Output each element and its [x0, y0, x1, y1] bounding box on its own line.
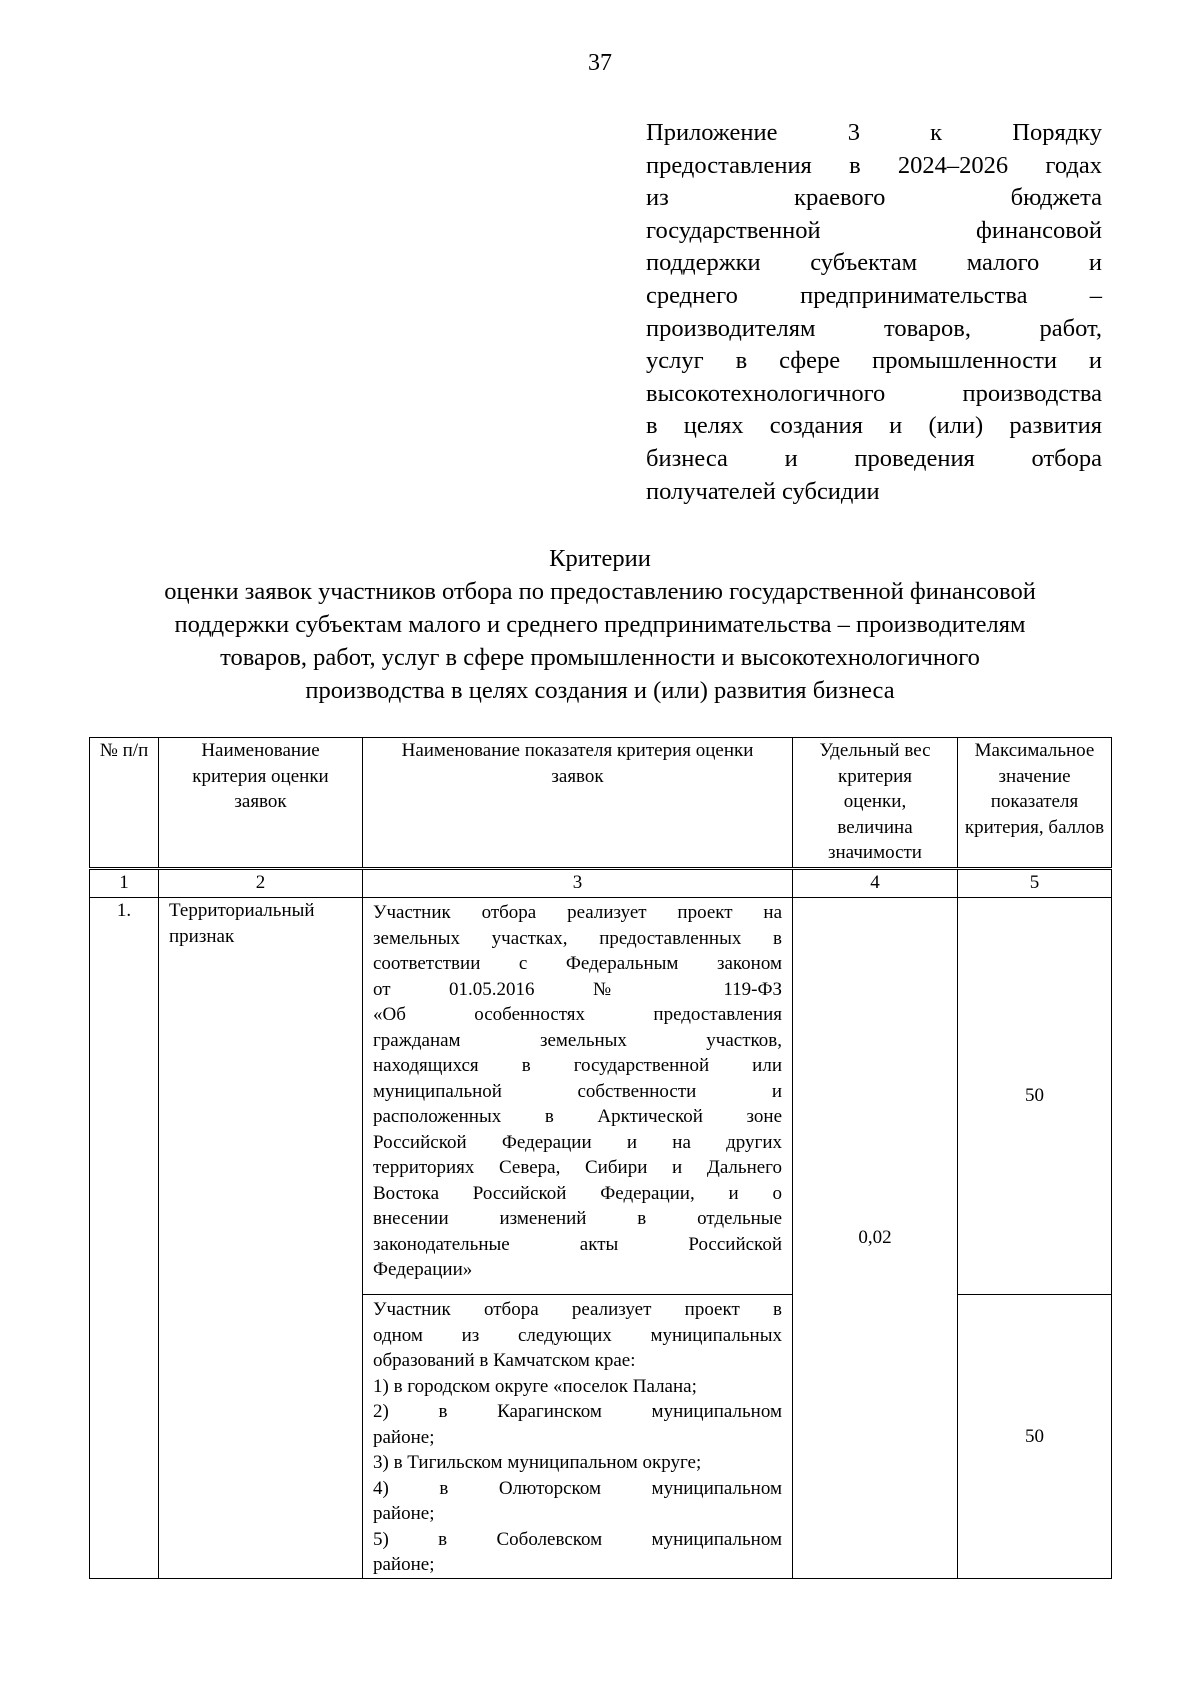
header-max: Максимальное значение показателя критерия, баллов: [958, 738, 1112, 869]
indicator-line: внесении изменений в отдельные: [373, 1208, 782, 1229]
indicator-line: одном из следующих муниципальных: [373, 1324, 782, 1346]
title-heading: Критерии: [549, 545, 651, 572]
appendix-line: услуг в сфере промышленности и: [646, 347, 1102, 375]
criterion-name: Территориальный признак: [159, 898, 363, 1579]
table-row: [90, 898, 1112, 1295]
indicator-text-1: [363, 898, 793, 1295]
indicator-line: 2) в Карагинском муниципальном: [373, 1401, 782, 1422]
indicator-line: 3) в Тигильском муниципальном округе;: [373, 1452, 702, 1473]
appendix-line: получателей субсидии: [646, 477, 880, 505]
indicator-line: гражданам земельных участков,: [373, 1029, 782, 1051]
indicator-line: районе;: [373, 1426, 435, 1448]
header-weight: Удельный вес критерия оценки, величина значимости: [793, 738, 958, 869]
indicator-line: земельных участках, предоставленных в: [373, 927, 782, 949]
indicator-line: «Об особенностях предоставления: [373, 1004, 782, 1025]
indicator-line: районе;: [373, 1554, 435, 1575]
indicator-line: территориях Севера, Сибири и Дальнего: [373, 1157, 782, 1178]
column-number: 1: [90, 869, 159, 898]
weight-value: 0,02: [793, 898, 958, 1579]
title-line: производства в целях создания и (или) развития бизнеса: [305, 677, 895, 704]
indicator-line: 1) в городском округе «поселок Палана;: [373, 1375, 697, 1397]
column-number: 4: [793, 869, 958, 898]
indicator-line: законодательные акты Российской: [373, 1233, 782, 1255]
indicator-line: 5) в Соболевском муниципальном: [373, 1528, 782, 1550]
appendix-line: в целях создания и (или) развития: [646, 412, 1102, 440]
header-num: № п/п: [90, 738, 159, 869]
indicator-text-2: [363, 1295, 793, 1579]
appendix-line: производителям товаров, работ,: [646, 314, 1102, 342]
appendix-line: поддержки субъектам малого и: [646, 249, 1102, 277]
row-number: 1.: [90, 898, 159, 1579]
indicator-line: Российской Федерации и на других: [373, 1131, 782, 1153]
appendix-note: [646, 117, 1102, 508]
indicator-line: 4) в Олюторском муниципальном: [373, 1477, 782, 1499]
criteria-table: [89, 737, 1112, 1579]
indicator-line: находящихся в государственной или: [373, 1055, 782, 1076]
document-title: [0, 542, 1200, 707]
header-indicator: Наименование показателя критерия оценки заявок: [363, 738, 793, 869]
appendix-line: предоставления в 2024–2026 годах: [646, 151, 1102, 179]
indicator-line: образований в Камчатском крае:: [373, 1350, 636, 1371]
column-number: 3: [363, 869, 793, 898]
indicator-line: соответствии с Федеральным законом: [373, 953, 782, 974]
column-number-row: [90, 869, 1112, 898]
column-number: 5: [958, 869, 1112, 898]
indicator-line: районе;: [373, 1503, 435, 1524]
title-line: поддержки субъектам малого и среднего предпринимательства – производителям: [174, 611, 1026, 638]
indicator-line: муниципальной собственности и: [373, 1080, 782, 1102]
header-criterion: Наименование критерия оценки заявок: [159, 738, 363, 869]
max-value-2: 50: [958, 1295, 1112, 1579]
table-header-row: [90, 738, 1112, 869]
appendix-line: из краевого бюджета: [646, 184, 1102, 212]
appendix-line: среднего предпринимательства –: [646, 281, 1102, 309]
indicator-line: расположенных в Арктической зоне: [373, 1106, 782, 1127]
max-value-1: 50: [958, 898, 1112, 1295]
indicator-line: Востока Российской Федерации, и о: [373, 1182, 782, 1204]
indicator-line: Участник отбора реализует проект в: [373, 1299, 782, 1320]
indicator-line: Федерации»: [373, 1259, 473, 1280]
indicator-line: от 01.05.2016 № 119-ФЗ: [373, 978, 782, 1000]
indicator-line: Участник отбора реализует проект на: [373, 902, 782, 923]
page-number: 37: [588, 50, 612, 76]
appendix-line: высокотехнологичного производства: [646, 379, 1102, 407]
column-number: 2: [159, 869, 363, 898]
appendix-line: Приложение 3 к Порядку: [646, 119, 1102, 146]
appendix-line: бизнеса и проведения отбора: [646, 444, 1102, 472]
appendix-line: государственной финансовой: [646, 216, 1102, 244]
title-line: товаров, работ, услуг в сфере промышленности и высокотехнологичного: [220, 644, 980, 671]
title-line: оценки заявок участников отбора по предоставлению государственной финансовой: [164, 578, 1036, 605]
